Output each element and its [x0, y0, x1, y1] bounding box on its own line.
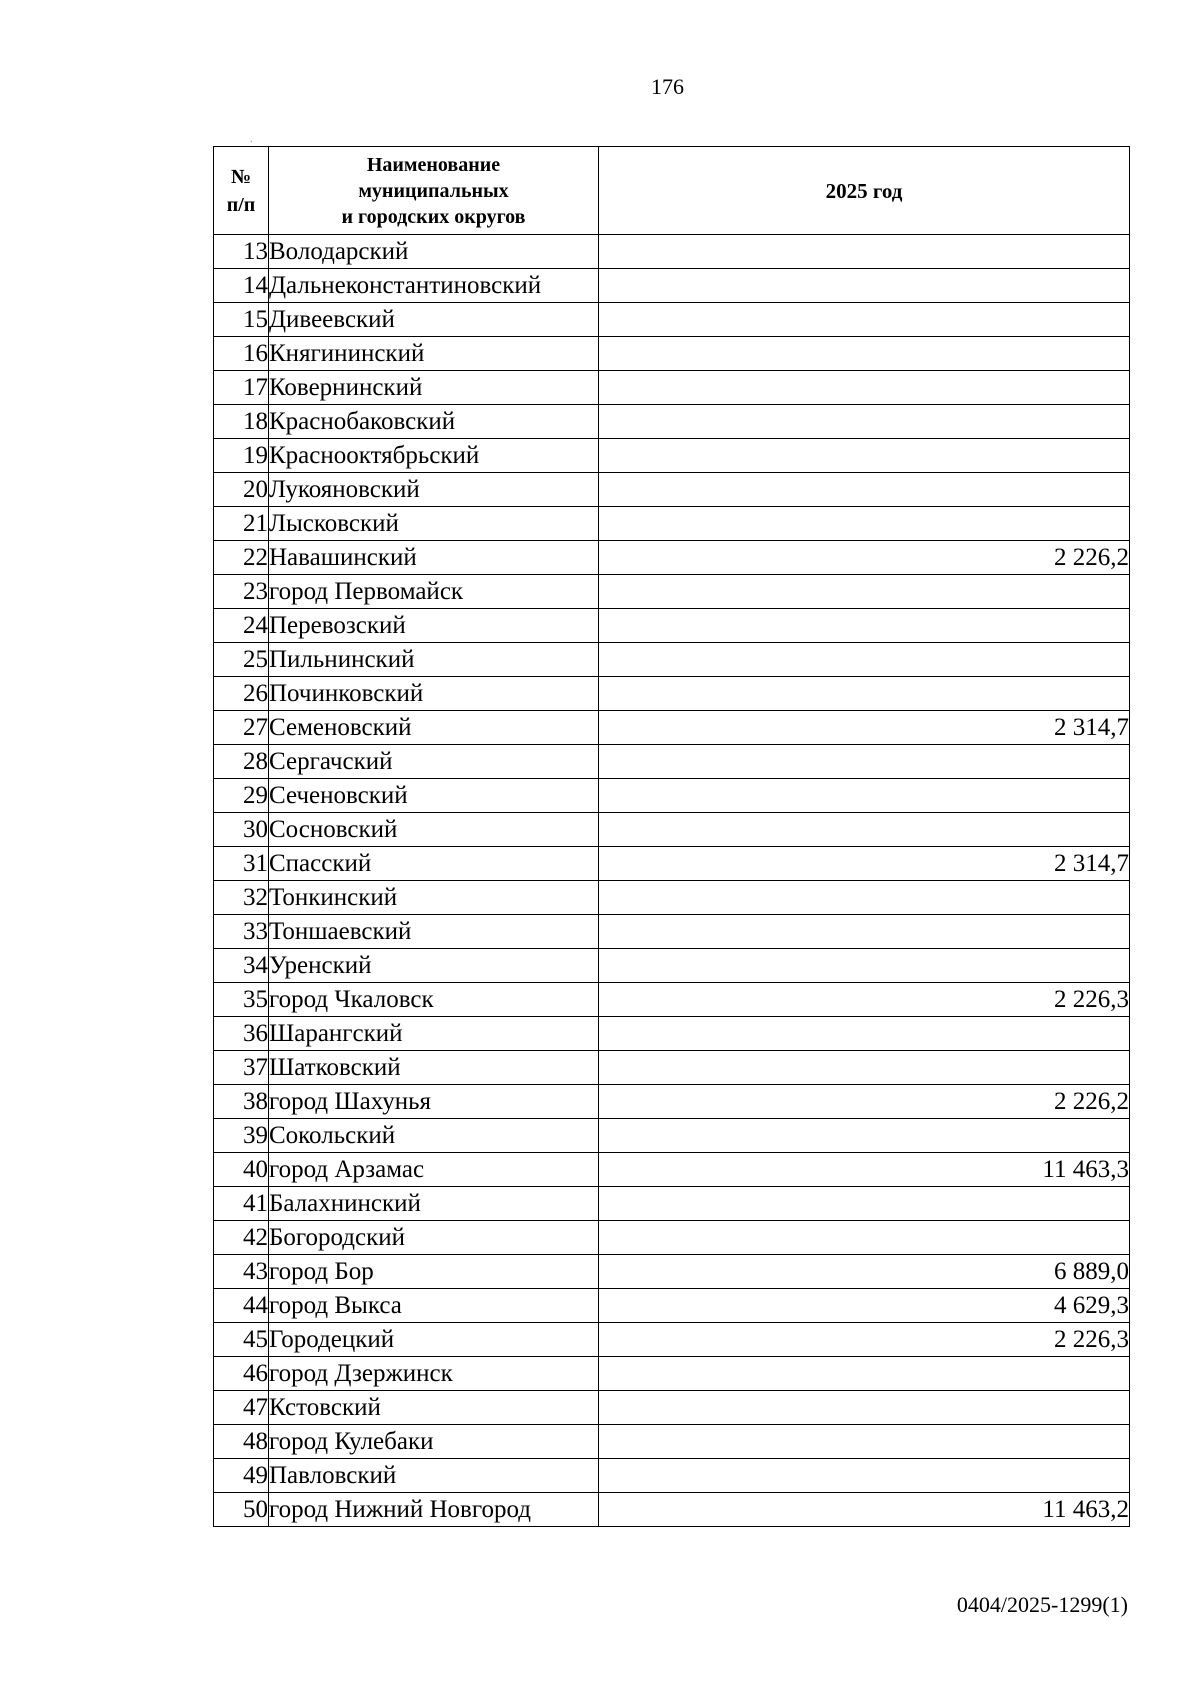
district-name: Сеченовский — [269, 779, 599, 813]
table-row — [214, 745, 1130, 779]
row-number: 35 — [214, 983, 269, 1017]
row-number: 18 — [214, 405, 269, 439]
table-row — [214, 915, 1130, 949]
header-year: 2025 год — [599, 147, 1130, 235]
row-value: 6 889,0 — [599, 1255, 1130, 1289]
row-value: 2 226,2 — [599, 541, 1130, 575]
row-number: 22 — [214, 541, 269, 575]
row-value — [599, 1357, 1130, 1391]
row-number: 13 — [214, 235, 269, 269]
scan-mark: . — [250, 134, 253, 145]
header-name-line3: и городских округов — [341, 205, 526, 228]
table-row — [214, 235, 1130, 269]
row-number: 37 — [214, 1051, 269, 1085]
table-row — [214, 269, 1130, 303]
table-row — [214, 405, 1130, 439]
district-name: Спасский — [269, 847, 599, 881]
row-value — [599, 677, 1130, 711]
district-name: Шатковский — [269, 1051, 599, 1085]
table-row — [214, 1187, 1130, 1221]
table-header-row — [214, 147, 1130, 235]
row-number: 33 — [214, 915, 269, 949]
table-row — [214, 1221, 1130, 1255]
row-value: 2 226,3 — [599, 1323, 1130, 1357]
table-body — [214, 235, 1130, 1527]
row-value — [599, 813, 1130, 847]
district-name: Павловский — [269, 1459, 599, 1493]
district-name: Богородский — [269, 1221, 599, 1255]
district-name: Краснобаковский — [269, 405, 599, 439]
district-name: город Выкса — [269, 1289, 599, 1323]
row-value — [599, 1391, 1130, 1425]
row-value — [599, 1221, 1130, 1255]
district-name: Перевозский — [269, 609, 599, 643]
row-value — [599, 303, 1130, 337]
row-value — [599, 337, 1130, 371]
table-row — [214, 337, 1130, 371]
row-number: 43 — [214, 1255, 269, 1289]
table-row — [214, 677, 1130, 711]
district-name: город Кулебаки — [269, 1425, 599, 1459]
table-row — [214, 1085, 1130, 1119]
row-value — [599, 609, 1130, 643]
row-value: 2 314,7 — [599, 847, 1130, 881]
row-value — [599, 1119, 1130, 1153]
row-value: 4 629,3 — [599, 1289, 1130, 1323]
table-row — [214, 1391, 1130, 1425]
table-row — [214, 711, 1130, 745]
row-number: 38 — [214, 1085, 269, 1119]
district-name: город Шахунья — [269, 1085, 599, 1119]
district-name: Княгининский — [269, 337, 599, 371]
row-value — [599, 643, 1130, 677]
district-name: Семеновский — [269, 711, 599, 745]
table-row — [214, 609, 1130, 643]
header-name-line2: муниципальных — [358, 179, 509, 202]
row-number: 19 — [214, 439, 269, 473]
table-row — [214, 1119, 1130, 1153]
row-value — [599, 1187, 1130, 1221]
district-name: Тонкинский — [269, 881, 599, 915]
table-row — [214, 1425, 1130, 1459]
row-value — [599, 507, 1130, 541]
row-number: 40 — [214, 1153, 269, 1187]
row-number: 16 — [214, 337, 269, 371]
row-number: 30 — [214, 813, 269, 847]
row-number: 21 — [214, 507, 269, 541]
table-row — [214, 439, 1130, 473]
row-value — [599, 1425, 1130, 1459]
table-row — [214, 881, 1130, 915]
table-row — [214, 779, 1130, 813]
row-number: 42 — [214, 1221, 269, 1255]
header-name-line1: Наименование — [366, 153, 501, 176]
row-value — [599, 235, 1130, 269]
table-row — [214, 541, 1130, 575]
document-code: 0404/2025-1299(1) — [956, 1592, 1128, 1617]
row-number: 36 — [214, 1017, 269, 1051]
row-number: 15 — [214, 303, 269, 337]
row-value — [599, 1459, 1130, 1493]
district-name: Лукояновский — [269, 473, 599, 507]
district-name: Сокольский — [269, 1119, 599, 1153]
table-row — [214, 1323, 1130, 1357]
row-number: 46 — [214, 1357, 269, 1391]
table-row — [214, 1493, 1130, 1527]
row-number: 32 — [214, 881, 269, 915]
district-name: Дальнеконстантиновский — [269, 269, 599, 303]
table-row — [214, 1051, 1130, 1085]
row-value: 11 463,2 — [599, 1493, 1130, 1527]
district-name: город Первомайск — [269, 575, 599, 609]
table-row — [214, 1017, 1130, 1051]
row-number: 45 — [214, 1323, 269, 1357]
row-value — [599, 915, 1130, 949]
row-number: 31 — [214, 847, 269, 881]
row-number: 41 — [214, 1187, 269, 1221]
district-name: город Дзержинск — [269, 1357, 599, 1391]
allocation-table — [213, 146, 1130, 1527]
row-number: 48 — [214, 1425, 269, 1459]
row-number: 27 — [214, 711, 269, 745]
row-value — [599, 949, 1130, 983]
row-number: 29 — [214, 779, 269, 813]
row-number: 17 — [214, 371, 269, 405]
district-name: Пильнинский — [269, 643, 599, 677]
row-number: 50 — [214, 1493, 269, 1527]
row-value — [599, 1051, 1130, 1085]
row-number: 39 — [214, 1119, 269, 1153]
page-number: 176 — [651, 74, 684, 99]
row-value — [599, 405, 1130, 439]
row-value — [599, 881, 1130, 915]
table-row — [214, 643, 1130, 677]
district-name: Кстовский — [269, 1391, 599, 1425]
row-value — [599, 473, 1130, 507]
row-number: 44 — [214, 1289, 269, 1323]
row-number: 23 — [214, 575, 269, 609]
row-number: 20 — [214, 473, 269, 507]
row-value — [599, 439, 1130, 473]
district-name: Сосновский — [269, 813, 599, 847]
row-value — [599, 1017, 1130, 1051]
row-value — [599, 779, 1130, 813]
row-number: 25 — [214, 643, 269, 677]
district-name: Городецкий — [269, 1323, 599, 1357]
row-value — [599, 269, 1130, 303]
row-value: 11 463,3 — [599, 1153, 1130, 1187]
row-value: 2 226,3 — [599, 983, 1130, 1017]
row-number: 24 — [214, 609, 269, 643]
table-row — [214, 371, 1130, 405]
district-name: Володарский — [269, 235, 599, 269]
row-number: 26 — [214, 677, 269, 711]
table-row — [214, 575, 1130, 609]
header-name — [269, 147, 599, 235]
table-row — [214, 949, 1130, 983]
district-name: город Арзамас — [269, 1153, 599, 1187]
table-row — [214, 473, 1130, 507]
row-value — [599, 745, 1130, 779]
table-row — [214, 847, 1130, 881]
district-name: Балахнинский — [269, 1187, 599, 1221]
header-number-line2: п/п — [226, 193, 256, 216]
table-row — [214, 983, 1130, 1017]
table-row — [214, 303, 1130, 337]
row-value — [599, 371, 1130, 405]
table-row — [214, 1357, 1130, 1391]
district-name: город Нижний Новгород — [269, 1493, 599, 1527]
row-number: 49 — [214, 1459, 269, 1493]
row-value — [599, 575, 1130, 609]
district-name: город Чкаловск — [269, 983, 599, 1017]
table-row — [214, 1459, 1130, 1493]
district-name: Сергачский — [269, 745, 599, 779]
header-number-line1: № — [230, 165, 252, 188]
row-number: 47 — [214, 1391, 269, 1425]
district-name: Уренский — [269, 949, 599, 983]
header-number — [214, 147, 269, 235]
district-name: город Бор — [269, 1255, 599, 1289]
row-number: 28 — [214, 745, 269, 779]
district-name: Шарангский — [269, 1017, 599, 1051]
row-value: 2 314,7 — [599, 711, 1130, 745]
row-number: 34 — [214, 949, 269, 983]
district-name: Починковский — [269, 677, 599, 711]
table-row — [214, 1289, 1130, 1323]
district-name: Тоншаевский — [269, 915, 599, 949]
district-name: Лысковский — [269, 507, 599, 541]
table-row — [214, 507, 1130, 541]
district-name: Краснооктябрьский — [269, 439, 599, 473]
table-row — [214, 1255, 1130, 1289]
row-value: 2 226,2 — [599, 1085, 1130, 1119]
district-name: Ковернинский — [269, 371, 599, 405]
district-name: Навашинский — [269, 541, 599, 575]
table-row — [214, 1153, 1130, 1187]
district-name: Дивеевский — [269, 303, 599, 337]
table-row — [214, 813, 1130, 847]
row-number: 14 — [214, 269, 269, 303]
